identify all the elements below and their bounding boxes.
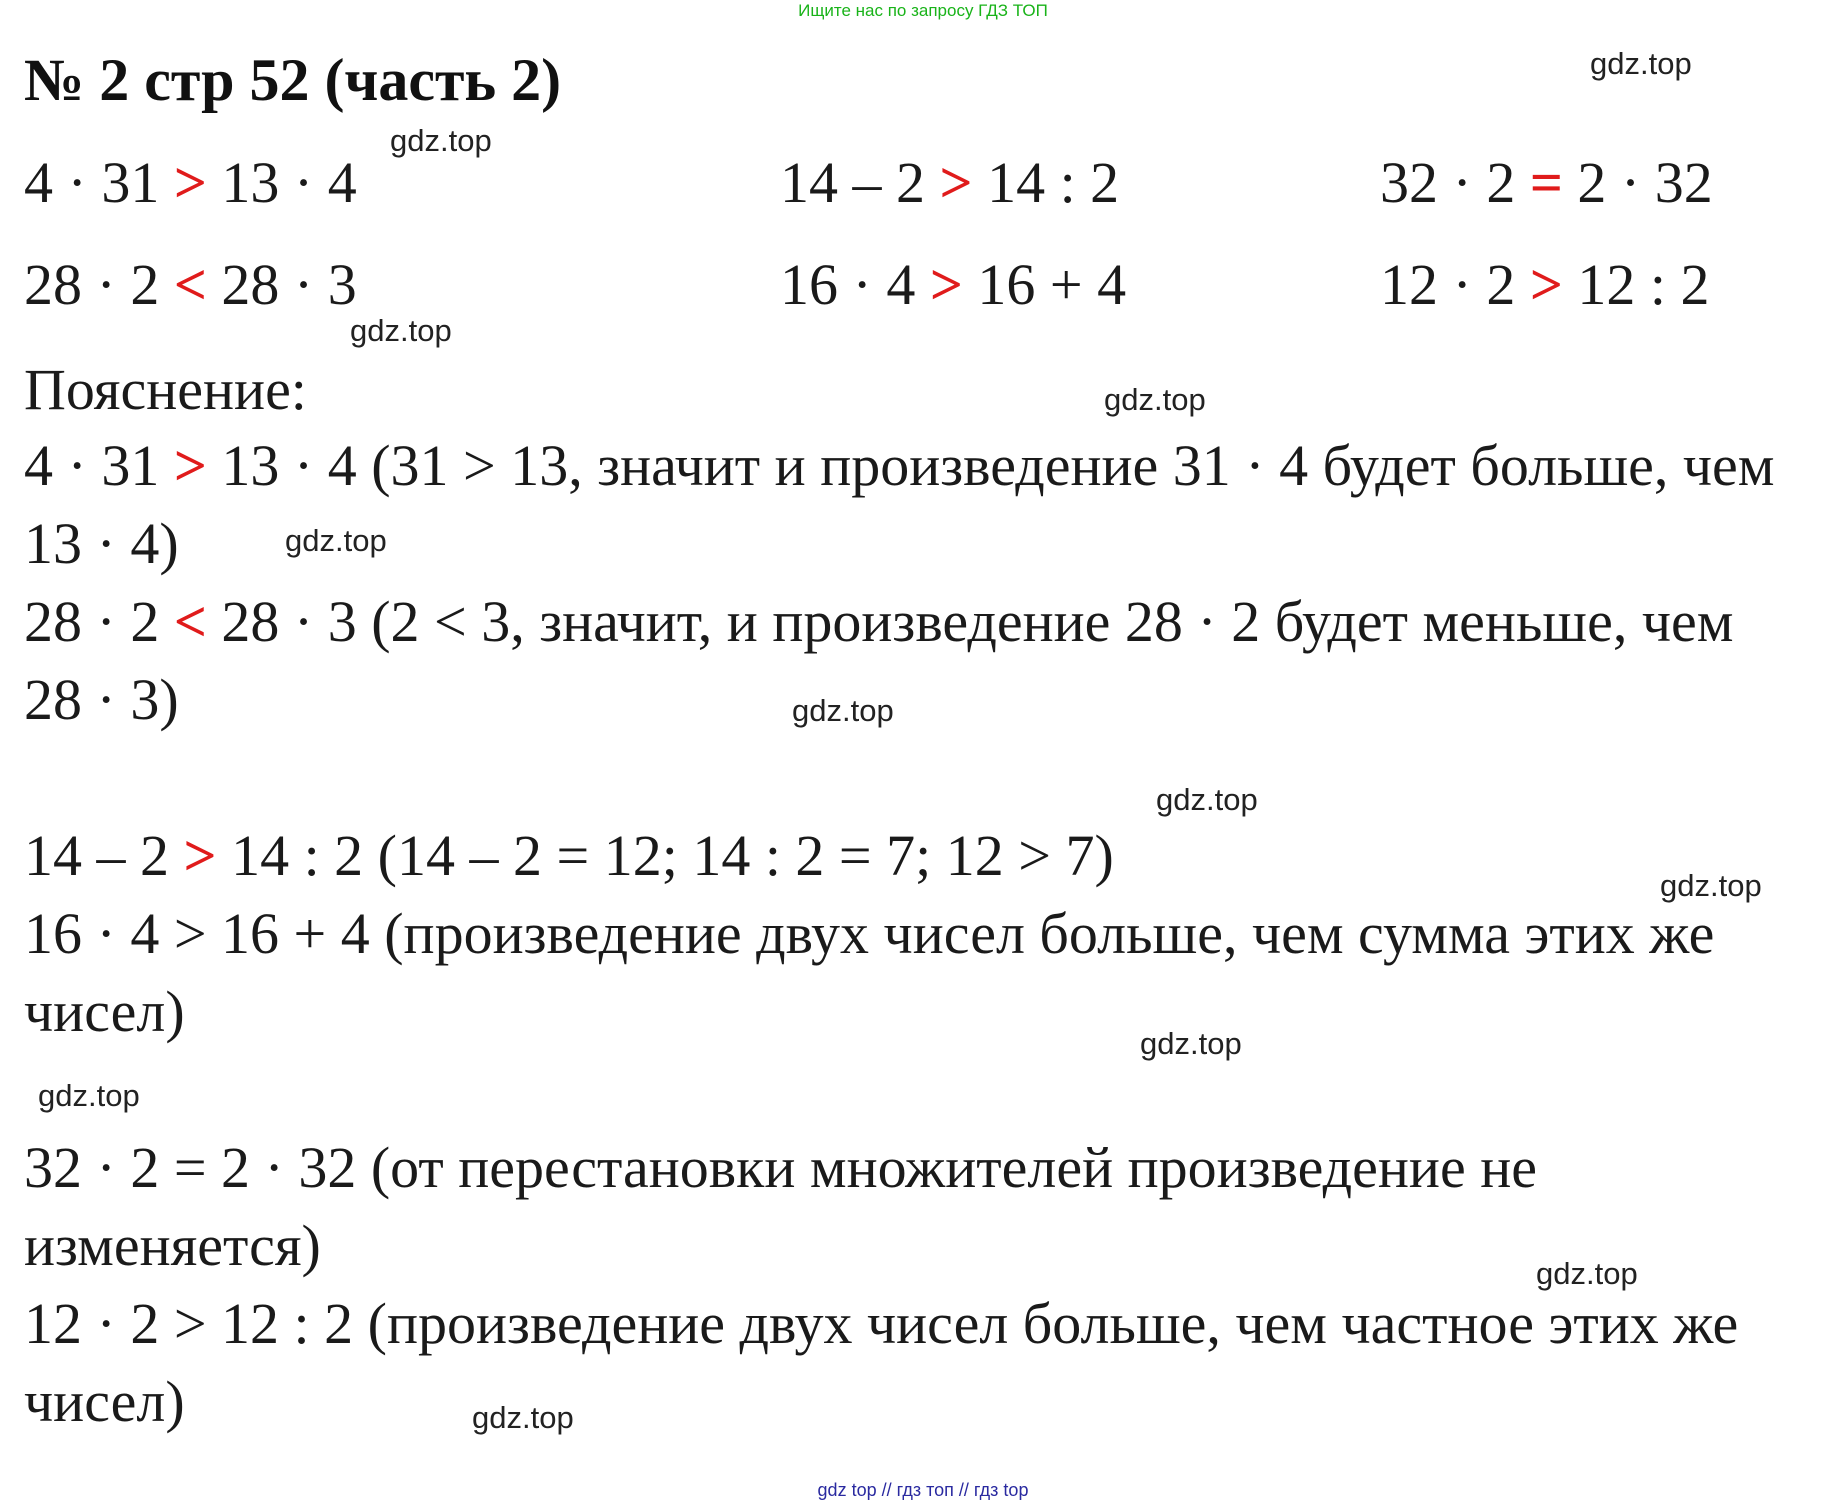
explanation-1-line-1: 4 · 31 > 13 · 4 (31 > 13, значит и произведение 31 · 4 будет больше, чем (24, 433, 1775, 498)
comparison-5: 16 · 4 > 16 + 4 (780, 252, 1127, 317)
explanation-2-line-1: 28 · 2 < 28 · 3 (2 < 3, значит, и произведение 28 · 2 будет меньше, чем (24, 589, 1734, 654)
page-title: № 2 стр 52 (часть 2) (24, 47, 562, 113)
watermark: gdz.top (1104, 382, 1206, 417)
comparison-3: 32 · 2 = 2 · 32 (1380, 150, 1713, 215)
watermark: gdz.top (1660, 868, 1762, 903)
explanation-2-line-2: 28 · 3) (24, 667, 179, 732)
explanation-4-line-2: чисел) (24, 979, 185, 1044)
comparison-4: 28 · 2 < 28 · 3 (24, 252, 357, 317)
comparison-6: 12 · 2 > 12 : 2 (1380, 252, 1710, 317)
explanation-4-line-1: 16 · 4 > 16 + 4 (произведение двух чисел больше, чем сумма этих же (24, 901, 1715, 966)
watermark: gdz.top (1536, 1256, 1638, 1291)
explanation-6-line-1: 12 · 2 > 12 : 2 (произведение двух чисел больше, чем частное этих же (24, 1291, 1739, 1356)
watermark: gdz.top (472, 1400, 574, 1435)
search-banner: Ищите нас по запросу ГДЗ ТОП (798, 1, 1048, 20)
explanation-5-line-1: 32 · 2 = 2 · 32 (от перестановки множителей произведение не (24, 1135, 1537, 1200)
watermark: gdz.top (1156, 782, 1258, 817)
comparison-2: 14 – 2 > 14 : 2 (780, 150, 1120, 215)
watermark: gdz.top (350, 313, 452, 348)
watermark: gdz.top (285, 523, 387, 558)
watermark: gdz.top (1140, 1026, 1242, 1061)
explanation-6-line-2: чисел) (24, 1369, 185, 1434)
explanation-3: 14 – 2 > 14 : 2 (14 – 2 = 12; 14 : 2 = 7; 12 > 7) (24, 823, 1114, 888)
explanation-1-line-2: 13 · 4) (24, 511, 179, 576)
watermark: gdz.top (792, 693, 894, 728)
watermark: gdz.top (390, 123, 492, 158)
watermark: gdz.top (1590, 46, 1692, 81)
watermark: gdz.top (38, 1078, 140, 1113)
footer-links: gdz top // гдз топ // гдз top (817, 1480, 1029, 1500)
explanation-heading: Пояснение: (24, 357, 307, 422)
explanation-5-line-2: изменяется) (24, 1213, 321, 1278)
comparison-1: 4 · 31 > 13 · 4 (24, 150, 357, 215)
